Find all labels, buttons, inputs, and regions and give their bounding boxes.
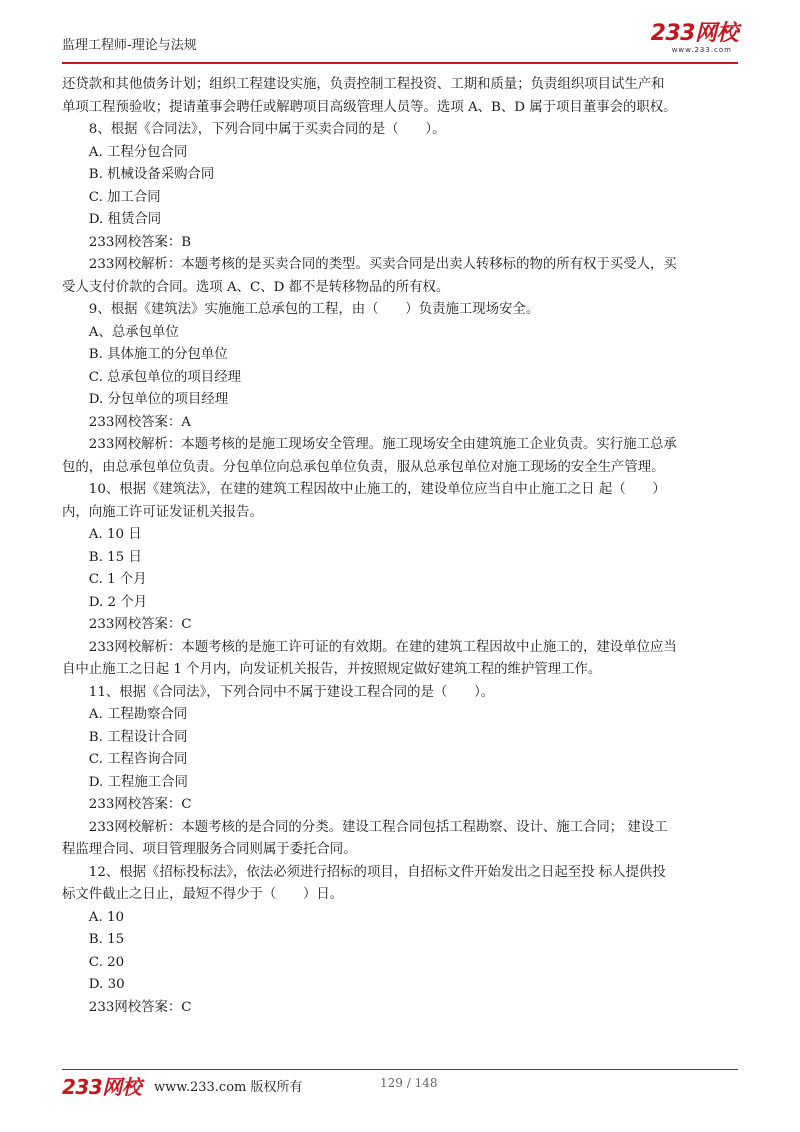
option: B. 机械设备采购合同 (88, 167, 215, 182)
question-12: 标文件截止之日止，最短不得少于（ ）日。 (62, 887, 344, 902)
option: C. 20 (88, 954, 125, 970)
question-12: 12、根据《招标投标法》，依法必须进行招标的项目，自招标文件开始发出之日起至投 标人提供投 (88, 864, 666, 880)
option: A. 10 (88, 909, 125, 925)
footer-logo: 233网校 (62, 1075, 142, 1099)
logo-url: www.233.com (671, 46, 732, 54)
answer: 233网校答案：C (88, 999, 192, 1015)
header-divider (62, 62, 738, 64)
option: D. 30 (88, 977, 125, 992)
footer-divider (62, 1069, 738, 1070)
option: D. 工程施工合同 (88, 774, 188, 790)
analysis: 233网校解析：本题考核的是施工现场安全管理。施工现场安全由建筑施工企业负责。实行施工总承 (88, 437, 677, 452)
analysis: 程监理合同、项目管理服务合同则属于委托合同。 (62, 842, 357, 857)
analysis: 包的，由总承包单位负责。分包单位向总承包单位负责，服从总承包单位对施工现场的安全生产管理。 (62, 459, 665, 475)
answer: 233网校答案：B (88, 234, 192, 250)
analysis: 受人支付价款的合同。选项 A、C、D 都不是转移物品的所有权。 (62, 279, 450, 295)
option: D. 租赁合同 (88, 212, 162, 227)
question-8: 8、根据《合同法》，下列合同中属于买卖合同的是（ ）。 (88, 122, 446, 137)
answer: 233网校答案：A (88, 414, 191, 430)
option: A. 工程分包合同 (88, 144, 188, 160)
question-10: 内，向施工许可证发证机关报告。 (62, 504, 263, 520)
document-title: 监理工程师-理论与法规 (62, 38, 197, 53)
question-9: 9、根据《建筑法》实施施工总承包的工程，由（ ）负责施工现场安全。 (88, 302, 540, 317)
intro-text: 还贷款和其他债务计划；组织工程建设实施，负责控制工程投资、工期和质量；负责组织项目试生产和 (62, 77, 665, 92)
copyright-text: www.233.com 版权所有 (154, 1080, 303, 1095)
question-10: 10、根据《建筑法》，在建的建筑工程因故中止施工的，建设单位应当自中止施工之日 起（ ） (88, 482, 666, 497)
option: B. 15 (88, 932, 125, 947)
answer: 233网校答案：C (88, 617, 192, 632)
option: A. 10 日 (88, 527, 142, 542)
intro-text: 单项工程预验收；提请董事会聘任或解聘项目高级管理人员等。选项 A、B、D 属于项目董事会的职权。 (62, 99, 677, 115)
analysis: 233网校解析：本题考核的是施工许可证的有效期。在建的建筑工程因故中止施工的，建设单位应当 (88, 639, 677, 655)
option: C. 加工合同 (88, 189, 161, 205)
option: A. 工程勘察合同 (88, 707, 188, 722)
analysis: 自中止施工之日起 1 个月内，向发证机关报告，并按照规定做好建筑工程的维护管理工作。 (62, 662, 602, 677)
option: D. 2 个月 (88, 594, 148, 610)
option: A、总承包单位 (88, 324, 179, 340)
option: C. 工程咨询合同 (88, 752, 188, 767)
logo-text: 233网校 (650, 21, 738, 46)
analysis: 233网校解析：本题考核的是买卖合同的类型。买卖合同是出卖人转移标的物的所有权于买受人，买 (88, 257, 677, 272)
option: D. 分包单位的项目经理 (88, 392, 229, 407)
question-11: 11、根据《合同法》，下列合同中不属于建设工程合同的是（ ）。 (88, 684, 495, 700)
option: B. 工程设计合同 (88, 729, 188, 745)
page-header (62, 22, 738, 58)
document-body (62, 74, 742, 1019)
option: C. 1 个月 (88, 572, 147, 587)
analysis: 233网校解析：本题考核的是合同的分类。建设工程合同包括工程勘察、设计、施工合同； 建设工 (88, 819, 668, 835)
option: B. 具体施工的分包单位 (88, 347, 228, 362)
page-number: 129 / 148 (380, 1076, 438, 1090)
option: C. 总承包单位的项目经理 (88, 369, 241, 385)
answer: 233网校答案：C (88, 797, 192, 812)
brand-logo (651, 22, 738, 54)
page-footer (62, 1071, 738, 1097)
option: B. 15 日 (88, 549, 142, 565)
